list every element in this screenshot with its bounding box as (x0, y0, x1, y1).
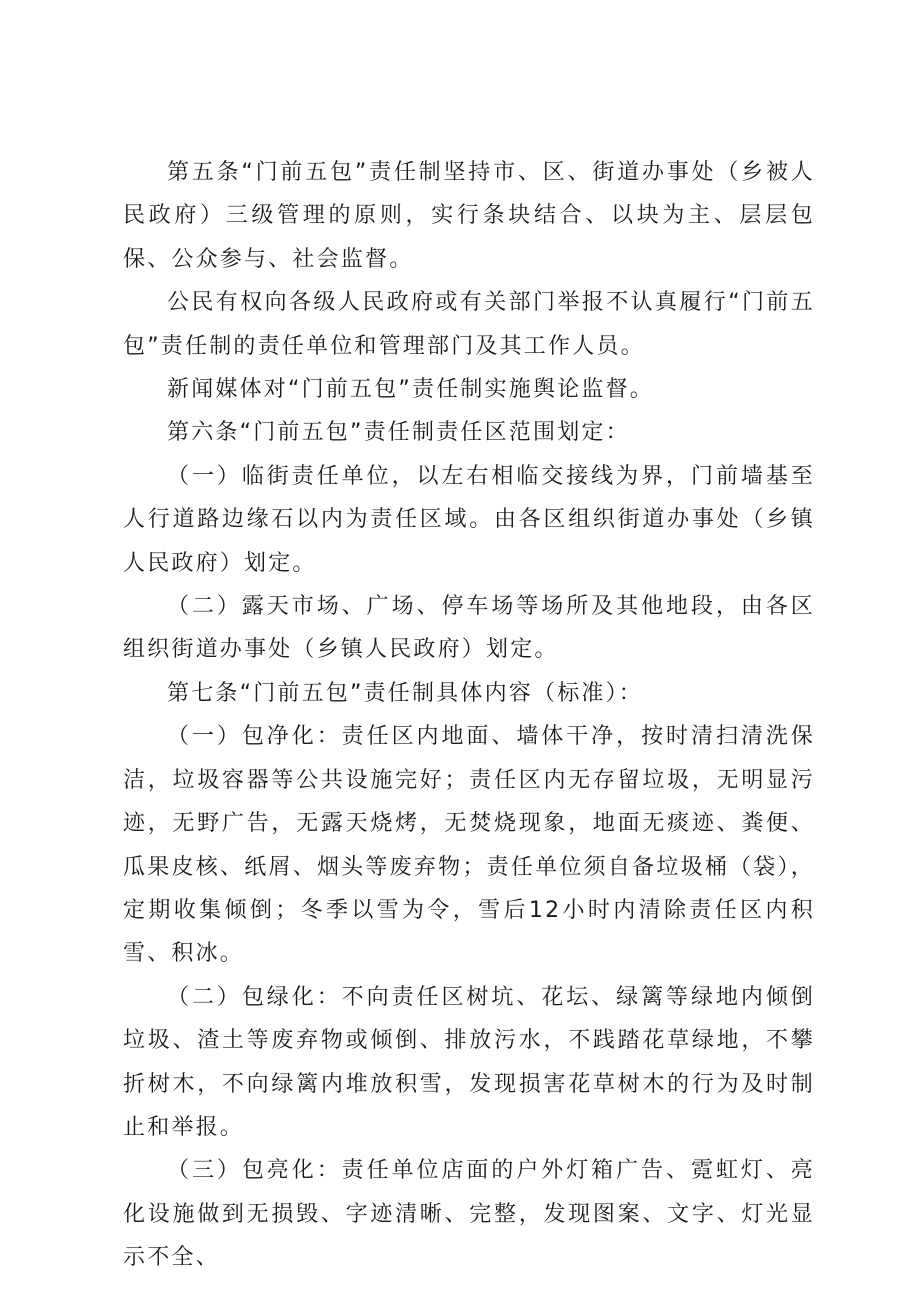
paragraph-article-6-item-1: （一）临街责任单位，以左右相临交接线为界，门前墙基至人行道路边缘石以内为责任区域。由各区组织街道办事处（乡镇人民政府）划定。 (123, 463, 815, 576)
paragraph-media-supervision: 新闻媒体对“门前五包”责任制实施舆论监督。 (167, 377, 654, 403)
paragraph-article-7-item-2: （二）包绿化：不向责任区树坑、花坛、绿篱等绿地内倾倒垃圾、渣土等废弃物或倾倒、排放污水，不践踏花草绿地，不攀折树木，不向绿篱内堆放积雪，发现损害花草树木的行为及时制止和举报。 (123, 984, 815, 1140)
document-body (123, 151, 815, 1280)
paragraph-article-7-item-1: （一）包净化：责任区内地面、墙体干净，按时清扫清洗保洁，垃圾容器等公共设施完好；责任区内无存留垃圾，无明显污迹，无野广告，无露天烧烤，无焚烧现象，地面无痰迹、粪便、瓜果皮核、纸屑、烟头等废弃物；责任单位须自备垃圾桶（袋），定期收集倾倒；冬季以雪为令，雪后12小时内清除责任区内积雪、积冰。 (123, 724, 815, 967)
paragraph-article-7-item-3: （三）包亮化：责任单位店面的户外灯箱广告、霓虹灯、亮化设施做到无损毁、字迹清晰、完整，发现图案、文字、灯光显示不全、 (123, 1158, 815, 1271)
paragraph-article-7: 第七条“门前五包”责任制具体内容（标准）： (167, 680, 643, 706)
paragraph-article-6: 第六条“门前五包”责任制责任区范围划定： (167, 420, 630, 446)
paragraph-article-6-item-2: （二）露天市场、广场、停车场等场所及其他地段，由各区组织街道办事处（乡镇人民政府）划定。 (123, 594, 815, 663)
paragraph-citizen-report: 公民有权向各级人民政府或有关部门举报不认真履行“门前五包”责任制的责任单位和管理部门及其工作人员。 (123, 290, 815, 359)
paragraph-article-5: 第五条“门前五包”责任制坚持市、区、街道办事处（乡被人民政府）三级管理的原则，实行条块结合、以块为主、层层包保、公众参与、社会监督。 (123, 160, 815, 272)
